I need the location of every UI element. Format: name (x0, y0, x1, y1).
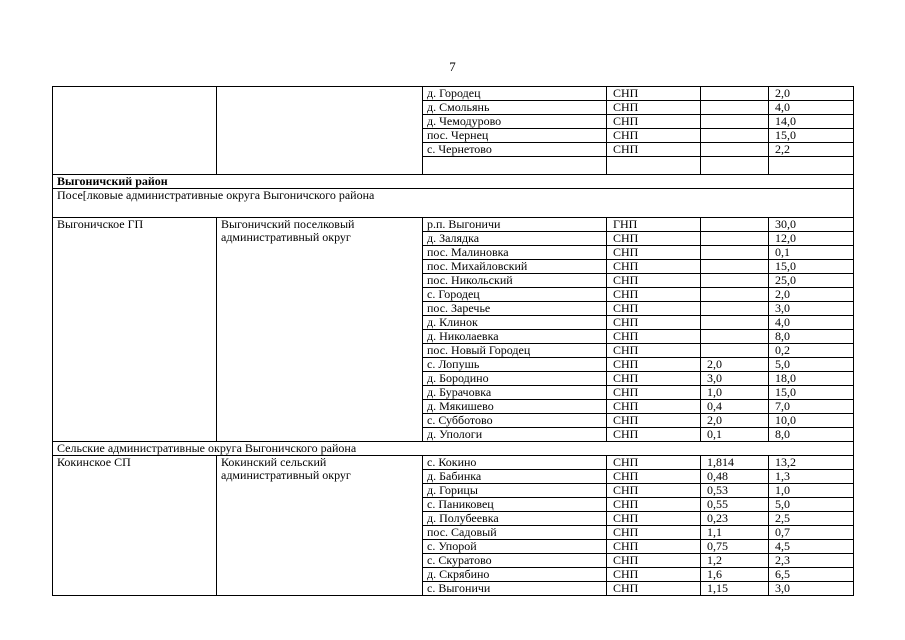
area-cell (701, 87, 769, 101)
settlement-name-cell: д. Бородино (423, 372, 607, 386)
area-cell: 2,0 (701, 414, 769, 428)
settlement-type-cell: СНП (607, 512, 701, 526)
settlement-type-cell: СНП (607, 101, 701, 115)
distance-cell: 6,5 (769, 568, 854, 582)
distance-cell: 3,0 (769, 302, 854, 316)
settlement-name-cell: пос. Заречье (423, 302, 607, 316)
settlement-type-cell: СНП (607, 456, 701, 470)
okrug-cell: Выгоничский поселковый административный округ (217, 218, 423, 442)
settlement-type-cell: СНП (607, 344, 701, 358)
distance-cell: 1,0 (769, 484, 854, 498)
settlement-type-cell: СНП (607, 302, 701, 316)
settlement-name-cell: д. Бабинка (423, 470, 607, 484)
settlement-type-cell: ГНП (607, 218, 701, 232)
settlement-type-cell: СНП (607, 498, 701, 512)
distance-cell: 10,0 (769, 414, 854, 428)
entity-cell (53, 87, 217, 175)
settlements-table (52, 86, 854, 596)
settlement-type-cell: СНП (607, 400, 701, 414)
settlement-name-cell: с. Лопушь (423, 358, 607, 372)
settlement-name-cell: пос. Малиновка (423, 246, 607, 260)
area-cell (701, 316, 769, 330)
settlement-name-cell: д. Смольянь (423, 101, 607, 115)
area-cell (701, 344, 769, 358)
settlement-type-cell: СНП (607, 316, 701, 330)
settlement-name-cell: с. Кокино (423, 456, 607, 470)
distance-cell: 2,0 (769, 87, 854, 101)
settlement-type-cell: СНП (607, 526, 701, 540)
distance-cell: 2,3 (769, 554, 854, 568)
settlement-name-cell: с. Субботово (423, 414, 607, 428)
settlement-name-cell: пос. Михайловский (423, 260, 607, 274)
settlement-type-cell: СНП (607, 540, 701, 554)
settlement-type-cell: СНП (607, 260, 701, 274)
settlement-name-cell: д. Чемодурово (423, 115, 607, 129)
settlement-name-cell: с. Чернетово (423, 143, 607, 157)
entity-cell: Выгоничское ГП (53, 218, 217, 442)
area-cell (701, 232, 769, 246)
distance-cell: 25,0 (769, 274, 854, 288)
distance-cell: 0,7 (769, 526, 854, 540)
area-cell: 0,48 (701, 470, 769, 484)
table-row (53, 189, 854, 218)
settlement-okrug-heading: Посе[лковые административные округа Выгоничского района (53, 189, 854, 218)
distance-cell: 2,2 (769, 143, 854, 157)
table-row (53, 456, 854, 470)
distance-cell: 30,0 (769, 218, 854, 232)
district-heading: Выгоничский район (53, 175, 854, 189)
distance-cell: 5,0 (769, 358, 854, 372)
distance-cell: 12,0 (769, 232, 854, 246)
table-row (53, 175, 854, 189)
distance-cell: 7,0 (769, 400, 854, 414)
area-cell: 0,53 (701, 484, 769, 498)
area-cell: 0,75 (701, 540, 769, 554)
settlement-type-cell: СНП (607, 274, 701, 288)
distance-cell: 8,0 (769, 330, 854, 344)
settlement-name-cell: д. Упологи (423, 428, 607, 442)
area-cell: 1,15 (701, 582, 769, 596)
empty-cell (607, 157, 701, 175)
empty-cell (769, 157, 854, 175)
empty-cell (701, 157, 769, 175)
distance-cell: 18,0 (769, 372, 854, 386)
settlement-type-cell: СНП (607, 288, 701, 302)
settlement-name-cell: д. Полубеевка (423, 512, 607, 526)
settlement-name-cell: пос. Никольский (423, 274, 607, 288)
settlement-name-cell: д. Мякишево (423, 400, 607, 414)
settlement-type-cell: СНП (607, 330, 701, 344)
area-cell: 1,2 (701, 554, 769, 568)
settlement-type-cell: СНП (607, 246, 701, 260)
settlement-type-cell: СНП (607, 470, 701, 484)
settlement-name-cell: пос. Чернец (423, 129, 607, 143)
settlement-type-cell: СНП (607, 87, 701, 101)
area-cell (701, 115, 769, 129)
empty-cell (423, 157, 607, 175)
settlement-type-cell: СНП (607, 484, 701, 498)
area-cell: 1,0 (701, 386, 769, 400)
area-cell: 0,4 (701, 400, 769, 414)
distance-cell: 15,0 (769, 129, 854, 143)
distance-cell: 8,0 (769, 428, 854, 442)
settlement-type-cell: СНП (607, 358, 701, 372)
distance-cell: 4,0 (769, 316, 854, 330)
settlement-name-cell: пос. Новый Городец (423, 344, 607, 358)
area-cell (701, 143, 769, 157)
area-cell: 1,6 (701, 568, 769, 582)
settlement-type-cell: СНП (607, 582, 701, 596)
settlement-type-cell: СНП (607, 414, 701, 428)
settlement-name-cell: д. Горицы (423, 484, 607, 498)
settlement-name-cell: с. Упорой (423, 540, 607, 554)
settlement-type-cell: СНП (607, 386, 701, 400)
area-cell (701, 302, 769, 316)
distance-cell: 15,0 (769, 260, 854, 274)
area-cell: 2,0 (701, 358, 769, 372)
area-cell: 1,1 (701, 526, 769, 540)
area-cell: 3,0 (701, 372, 769, 386)
okrug-cell (217, 87, 423, 175)
area-cell: 0,23 (701, 512, 769, 526)
area-cell: 0,1 (701, 428, 769, 442)
distance-cell: 0,1 (769, 246, 854, 260)
entity-cell: Кокинское СП (53, 456, 217, 596)
distance-cell: 4,5 (769, 540, 854, 554)
distance-cell: 2,5 (769, 512, 854, 526)
page-number: 7 (449, 59, 456, 74)
area-cell (701, 101, 769, 115)
settlement-type-cell: СНП (607, 129, 701, 143)
table-row (53, 442, 854, 456)
table-row (53, 87, 854, 101)
distance-cell: 2,0 (769, 288, 854, 302)
area-cell: 0,55 (701, 498, 769, 512)
area-cell (701, 129, 769, 143)
distance-cell: 14,0 (769, 115, 854, 129)
settlement-name-cell: с. Городец (423, 288, 607, 302)
settlement-name-cell: д. Бурачовка (423, 386, 607, 400)
settlement-type-cell: СНП (607, 115, 701, 129)
settlement-type-cell: СНП (607, 428, 701, 442)
distance-cell: 13,2 (769, 456, 854, 470)
distance-cell: 15,0 (769, 386, 854, 400)
area-cell (701, 330, 769, 344)
settlement-name-cell: д. Николаевка (423, 330, 607, 344)
settlement-name-cell: д. Скрябино (423, 568, 607, 582)
settlement-name-cell: пос. Садовый (423, 526, 607, 540)
area-cell: 1,814 (701, 456, 769, 470)
settlement-name-cell: с. Выгоничи (423, 582, 607, 596)
area-cell (701, 246, 769, 260)
settlement-name-cell: р.п. Выгоничи (423, 218, 607, 232)
settlement-name-cell: с. Паниковец (423, 498, 607, 512)
area-cell (701, 218, 769, 232)
rural-okrug-heading: Сельские административные округа Выгоничского района (53, 442, 854, 456)
distance-cell: 1,3 (769, 470, 854, 484)
settlement-type-cell: СНП (607, 568, 701, 582)
table-row (53, 218, 854, 232)
settlement-type-cell: СНП (607, 372, 701, 386)
settlement-name-cell: с. Скуратово (423, 554, 607, 568)
area-cell (701, 288, 769, 302)
distance-cell: 3,0 (769, 582, 854, 596)
okrug-cell: Кокинский сельский административный округ (217, 456, 423, 596)
distance-cell: 4,0 (769, 101, 854, 115)
settlement-name-cell: д. Залядка (423, 232, 607, 246)
settlement-type-cell: СНП (607, 232, 701, 246)
settlement-type-cell: СНП (607, 554, 701, 568)
area-cell (701, 260, 769, 274)
area-cell (701, 274, 769, 288)
settlement-name-cell: д. Клинок (423, 316, 607, 330)
settlement-type-cell: СНП (607, 143, 701, 157)
distance-cell: 5,0 (769, 498, 854, 512)
settlement-name-cell: д. Городец (423, 87, 607, 101)
distance-cell: 0,2 (769, 344, 854, 358)
